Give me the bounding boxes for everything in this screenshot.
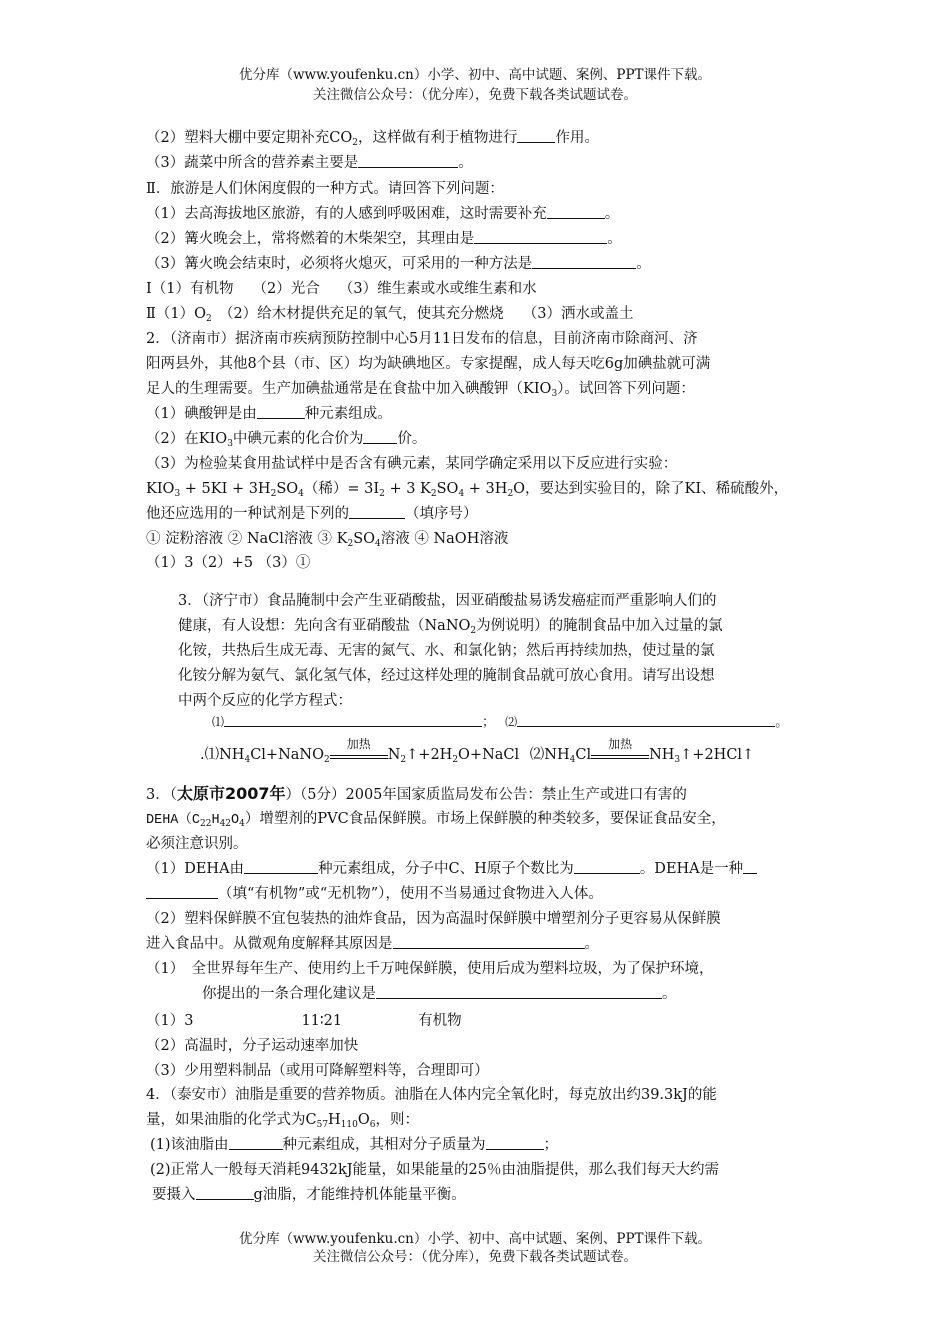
- q1-part2-q1: （1）去高海拔地区旅游，有的人感到呼吸困难，这时需要补充 。: [146, 206, 620, 222]
- q3a-line-1: 3．（济宁市）食品腌制中会产生亚硝酸盐，因亚硝酸盐易诱发癌症而严重影响人们的: [178, 593, 717, 609]
- heat-condition-1: 加热: [330, 748, 388, 759]
- q3b-sub-3: （1） 全世界每年生产、使用约上千万吨保鲜膜，使用后成为塑料垃圾，为了保护环境，: [146, 961, 714, 977]
- q1-part2-q3: （3）篝火晚会结束时，必须将火熄灭，可采用的一种方法是 。: [146, 256, 651, 272]
- q2-reagent-line: 他还应选用的一种试剂是下列的 （填序号）: [146, 506, 478, 522]
- q3b-sub-2: （2）塑料保鲜膜不宜包装热的油炸食品，因为高温时保鲜膜中增塑剂分子更容易从保鲜膜: [146, 911, 721, 927]
- q2-equation: $KIO_3 + 5KI + 3H_2SO_4$（稀）= $3I_2 + 3$ $K_2SO_4 + 3H_2O$，要达到实验目的，除了KI、稀硫酸外，: [146, 481, 789, 499]
- q4-line-1: 4．（泰安市）油脂是重要的营养物质。油脂在人体内完全氧化时，每克放出约39.3kJ的能: [146, 1087, 717, 1103]
- q3a-blanks: ⑴ ； ⑵ 。: [212, 712, 788, 733]
- q3a-line-3: 化铵，共热后生成无毒、无害的氮气、水、和氯化钠；然后再持续加热，使过量的氯: [178, 643, 715, 659]
- q3b-line-2: $DEHA(C_{22}H_{42}O_4)$增塑剂的PVC食品保鲜膜。市场上保鲜膜的种类较多，要保证食品安全，: [146, 811, 726, 829]
- q3b-sub-1: （1）DEHA由 种元素组成，分子中C、H原子个数比为 。DEHA是一种: [146, 859, 757, 879]
- q2-line-1: 2．（济南市）据济南市疾病预防控制中心5月11日发布的信息，目前济南市除商河、济: [146, 331, 698, 347]
- footer-line-1: 优分库（www.youfenku.cn）小学、初中、高中试题、案例、PPT课件下载。: [238, 1231, 712, 1247]
- q1-part2-title: Ⅱ．旅游是人们休闲度假的一种方式。请回答下列问题：: [146, 181, 504, 197]
- q2-line-3: 足人的生理需要。生产加碘盐通常是在食盐中加入碘酸钾$(KIO_3)$。试回答下列问题：: [146, 381, 695, 399]
- header-line-1: 优分库（www.youfenku.cn）小学、初中、高中试题、案例、PPT课件下载。: [238, 67, 712, 83]
- q3b-sub-1-cont: （填“有机物”或“无机物”），使用不当易通过食物进入人体。: [146, 884, 603, 904]
- q2-answer: （1）3（2）+5 （3）①: [146, 555, 311, 571]
- q3b-sub-3-cont: 你提出的一条合理化建议是 。: [202, 986, 677, 1002]
- q2-line-2: 阳两县外，其他8个县（市、区）均为缺碘地区。专家提醒，成人每天吃6g加碘盐就可满: [146, 356, 711, 372]
- q3b-line-1: 3．（太原市2007年）（5分）2005年国家质监局发布公告：禁止生产或进口有害的: [146, 784, 687, 803]
- q3a-line-4: 化铵分解为氨气、氯化氢气体，经过这样处理的腌制食品就可放心食用。请写出设想: [178, 668, 715, 684]
- q4-sub-2: (2)正常人一般每天消耗9432kJ能量，如果能量的25％由油脂提供，那么我们每天大约需: [150, 1162, 719, 1178]
- q1-answer-1: Ⅰ（1）有机物 （2）光合 （3）维生素或水或维生素和水: [146, 281, 537, 297]
- q1-line-3: （3）蔬菜中所含的营养素主要是 。: [146, 155, 473, 171]
- q3b-answer-1: （1）3 11∶21 有机物: [146, 1013, 462, 1029]
- q3a-line-2: 健康，有人设想：先向含有亚硝酸盐（NaNO$_2$为例说明）的腌制食品中加入过量的氯: [178, 618, 723, 636]
- footer-line-2: 关注微信公众号：（优分库），免费下载各类试题试卷。: [313, 1249, 637, 1265]
- q4-sub-2-cont: 要摄入 g油脂，才能维持机体能量平衡。: [152, 1187, 466, 1203]
- q2-sub-2: （2）在$KIO_3$中碘元素的化合价为 价。: [146, 431, 427, 449]
- q3b-answer-2: （2）高温时，分子运动速率加快: [146, 1038, 359, 1054]
- q3b-line-3: 必须注意识别。: [146, 836, 248, 852]
- q4-line-2: 量，如果油脂的化学式为$C_{57}H_{110}O_6$，则：: [146, 1112, 420, 1130]
- q1-part2-q2: （2）篝火晚会上，常将燃着的木柴架空，其理由是 。: [146, 231, 622, 247]
- q3a-answer: $.⑴NH_4Cl+NaNO_2$ 加热 $N_2↑+2H_2O+NaCl$ $⑵NH_4Cl$ 加热 $NH_3↑+2HCl↑$: [200, 737, 755, 765]
- q2-sub-1: （1）碘酸钾是由 种元素组成。: [146, 406, 392, 422]
- q2-sub-3: （3）为检验某食用盐试样中是否含有碘元素，某同学确定采用以下反应进行实验：: [146, 456, 678, 472]
- heat-condition-2: 加热: [591, 748, 649, 759]
- header-line-2: 关注微信公众号：（优分库），免费下载各类试题试卷。: [313, 87, 637, 103]
- q1-line-2: （2）塑料大棚中要定期补充$CO_2$，这样做有利于植物进行 作用。: [146, 130, 599, 148]
- q3a-line-5: 中两个反应的化学方程式：: [178, 693, 352, 709]
- q3b-answer-3: （3）少用塑料制品（或用可降解塑料等，合理即可）: [146, 1063, 489, 1079]
- q3b-sub-2-cont: 进入食品中。从微观角度解释其原因是 。: [146, 936, 599, 952]
- q4-sub-1: (1)该油脂由 种元素组成，其相对分子质量为 ；: [150, 1137, 559, 1153]
- q1-answer-2: $Ⅱ(1)O_2$ （2）给木材提供充足的氧气，使其充分燃烧 （3）洒水或盖土: [146, 306, 634, 324]
- q2-options: ① 淀粉溶液 ② NaCl溶液 ③ $K_2SO_4$溶液 ④ NaOH溶液: [146, 531, 509, 549]
